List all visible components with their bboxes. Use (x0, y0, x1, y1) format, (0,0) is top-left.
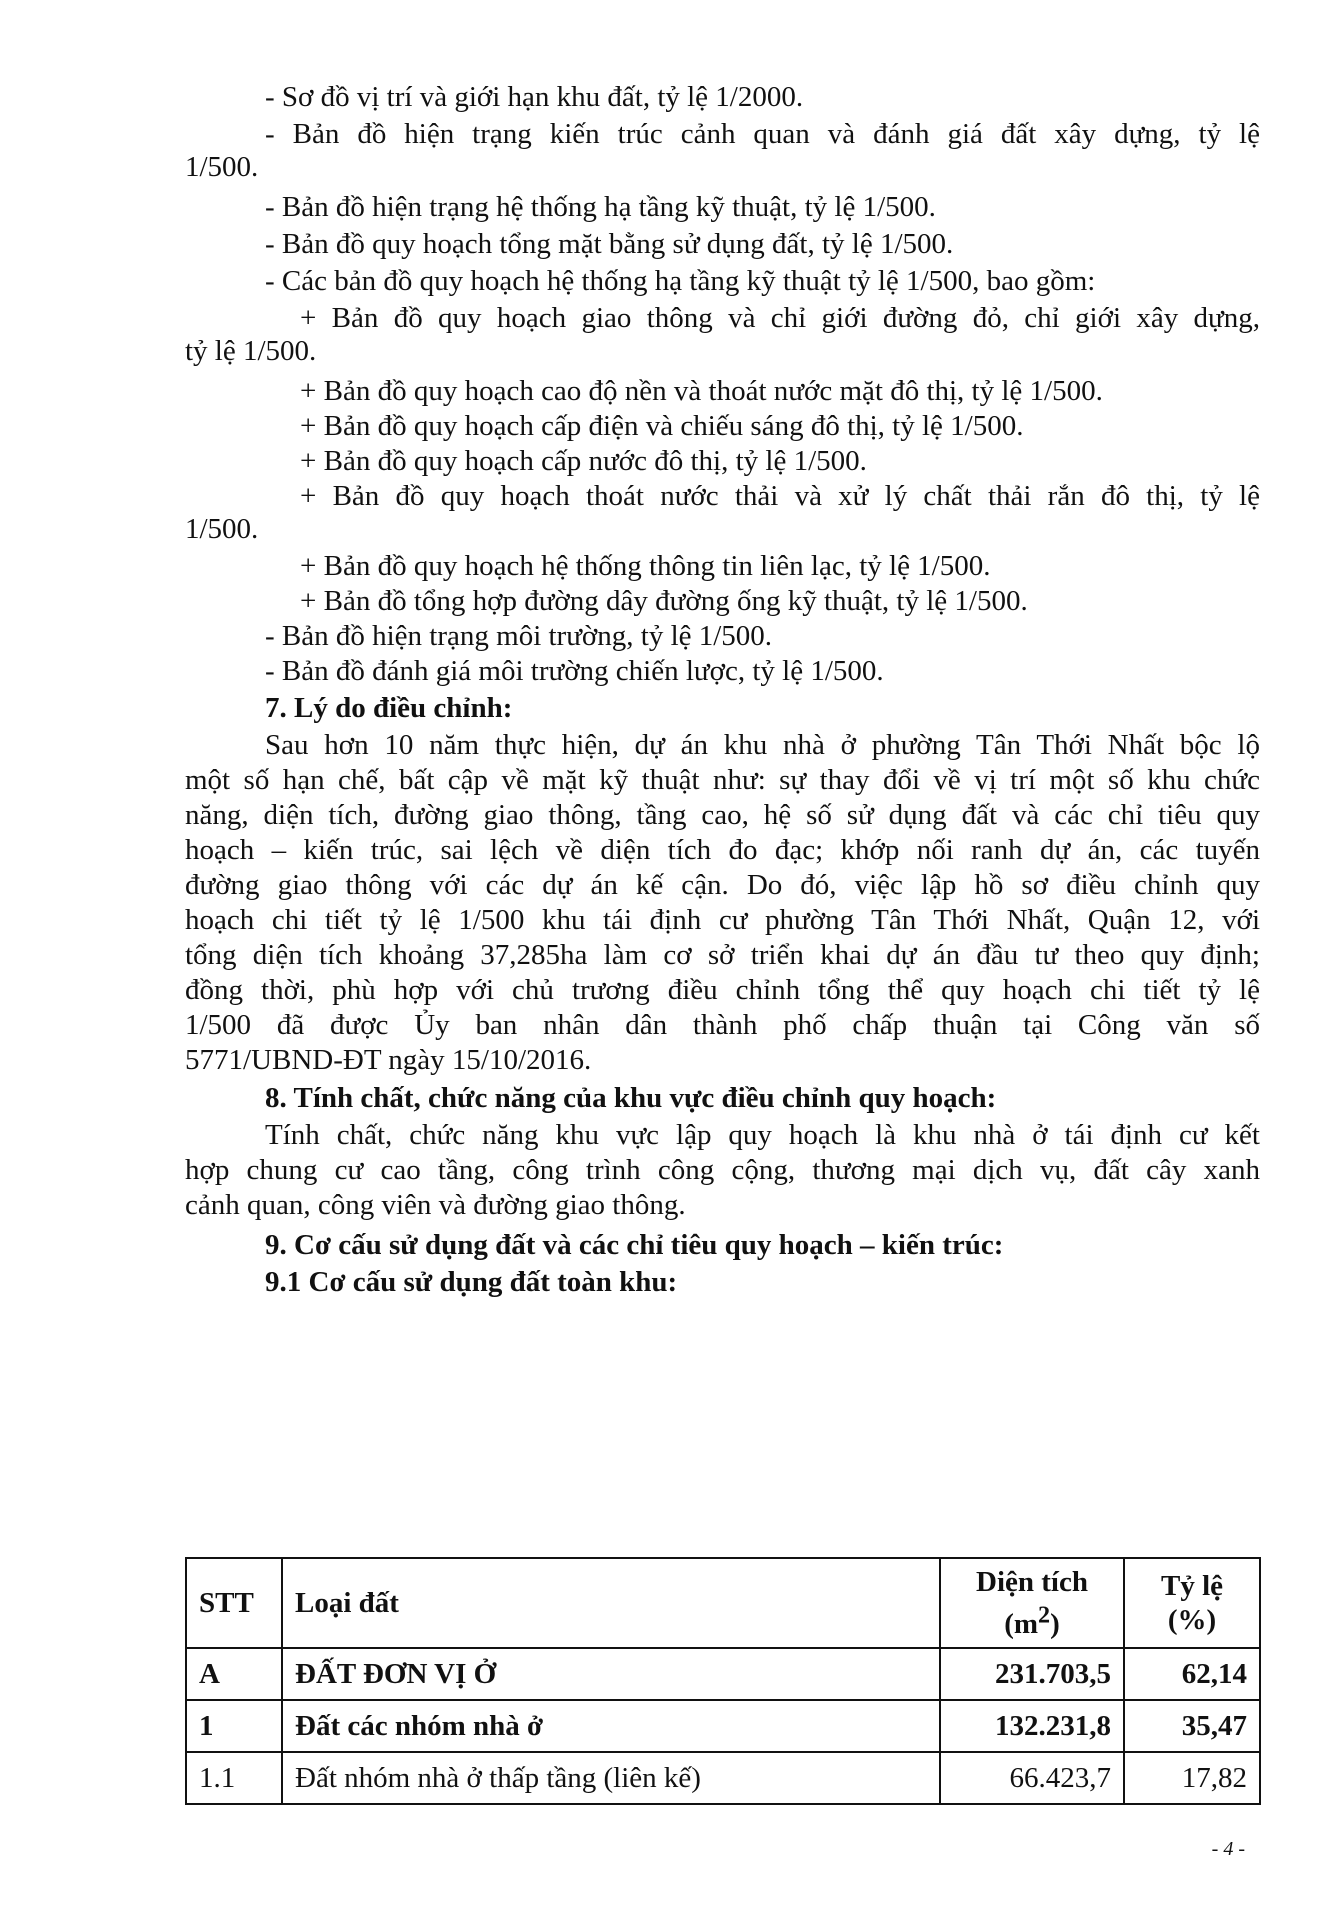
header-area-unit: $(m^2)$ (1004, 1601, 1060, 1641)
text-line: hoạch – kiến trúc, sai lệch về diện tích đo đạc; khớp nối ranh dự án, các tuyến (185, 834, 1260, 866)
text-line: - Bản đồ hiện trạng hệ thống hạ tầng kỹ thuật, tỷ lệ 1/500. (265, 191, 936, 223)
text-line: + Bản đồ quy hoạch cấp nước đô thị, tỷ lệ 1/500. (300, 445, 867, 477)
text-line: năng, diện tích, đường giao thông, tầng cao, hệ số sử dụng đất và các chỉ tiêu quy (185, 799, 1260, 831)
table-body (186, 1648, 1260, 1804)
table-row (186, 1752, 1260, 1804)
text-line: - Bản đồ đánh giá môi trường chiến lược, tỷ lệ 1/500. (265, 655, 884, 687)
cell-area: 231.703,5 (940, 1648, 1124, 1700)
text-line: + Bản đồ quy hoạch thoát nước thải và xử lý chất thải rắn đô thị, tỷ lệ (300, 480, 1260, 512)
cell-percent: 17,82 (1124, 1752, 1260, 1804)
cell-stt: 1 (186, 1700, 282, 1752)
text-line: - Bản đồ quy hoạch tổng mặt bằng sử dụng đất, tỷ lệ 1/500. (265, 228, 954, 260)
text-line: - Bản đồ hiện trạng kiến trúc cảnh quan và đánh giá đất xây dựng, tỷ lệ (265, 118, 1260, 150)
text-line: + Bản đồ tổng hợp đường dây đường ống kỹ thuật, tỷ lệ 1/500. (300, 585, 1028, 617)
text-line: - Các bản đồ quy hoạch hệ thống hạ tầng kỹ thuật tỷ lệ 1/500, bao gồm: (265, 265, 1096, 297)
text-line: Tính chất, chức năng khu vực lập quy hoạch là khu nhà ở tái định cư kết (265, 1119, 1260, 1151)
text-line: 1/500. (185, 513, 259, 545)
cell-area: 132.231,8 (940, 1700, 1124, 1752)
text-line: 1/500 đã được Ủy ban nhân dân thành phố chấp thuận tại Công văn số (185, 1009, 1260, 1041)
text-line: Sau hơn 10 năm thực hiện, dự án khu nhà ở phường Tân Thới Nhất bộc lộ (265, 729, 1260, 761)
header-stt: STT (186, 1558, 282, 1648)
section-heading: 9. Cơ cấu sử dụng đất và các chỉ tiêu quy hoạch – kiến trúc: (265, 1229, 1004, 1261)
header-area (940, 1558, 1124, 1648)
text-line: 1/500. (185, 151, 259, 183)
cell-stt: A (186, 1648, 282, 1700)
text-line: + Bản đồ quy hoạch giao thông và chỉ giới đường đỏ, chỉ giới xây dựng, (300, 302, 1260, 334)
page-number: - 4 - (1211, 1838, 1245, 1860)
text-line: đồng thời, phù hợp với chủ trương điều chỉnh tổng thể quy hoạch chi tiết tỷ lệ (185, 974, 1260, 1006)
text-line: cảnh quan, công viên và đường giao thông. (185, 1189, 686, 1221)
header-land-type: Loại đất (282, 1558, 940, 1648)
header-percent-label: Tỷ lệ (1160, 1570, 1224, 1602)
section-heading: 8. Tính chất, chức năng của khu vực điều chỉnh quy hoạch: (265, 1082, 997, 1114)
text-line: + Bản đồ quy hoạch cấp điện và chiếu sáng đô thị, tỷ lệ 1/500. (300, 410, 1024, 442)
text-line: - Sơ đồ vị trí và giới hạn khu đất, tỷ lệ 1/2000. (265, 81, 804, 113)
text-line: đường giao thông với các dự án kế cận. Do đó, việc lập hồ sơ điều chỉnh quy (185, 869, 1260, 901)
cell-land-type: ĐẤT ĐƠN VỊ Ở (282, 1648, 940, 1700)
land-use-table (185, 1557, 1261, 1805)
text-line: tỷ lệ 1/500. (185, 335, 317, 367)
text-line: + Bản đồ quy hoạch hệ thống thông tin liên lạc, tỷ lệ 1/500. (300, 550, 991, 582)
cell-area: 66.423,7 (940, 1752, 1124, 1804)
header-area-label: Diện tích (976, 1565, 1088, 1598)
text-line: một số hạn chế, bất cập về mặt kỹ thuật như: sự thay đổi về vị trí một số khu chức (185, 764, 1260, 796)
text-line: 5771/UBND-ĐT ngày 15/10/2016. (185, 1044, 592, 1076)
text-line: - Bản đồ hiện trạng môi trường, tỷ lệ 1/500. (265, 620, 773, 652)
table-row (186, 1648, 1260, 1700)
cell-land-type: Đất nhóm nhà ở thấp tầng (liên kế) (282, 1752, 940, 1804)
table-header-row (186, 1558, 1260, 1648)
text-line: tổng diện tích khoảng 37,285ha làm cơ sở triển khai dự án đầu tư theo quy định; (185, 939, 1260, 971)
cell-percent: 62,14 (1124, 1648, 1260, 1700)
cell-land-type: Đất các nhóm nhà ở (282, 1700, 940, 1752)
header-percent (1124, 1558, 1260, 1648)
text-line: + Bản đồ quy hoạch cao độ nền và thoát nước mặt đô thị, tỷ lệ 1/500. (300, 375, 1103, 407)
table-row (186, 1700, 1260, 1752)
text-line: hoạch chi tiết tỷ lệ 1/500 khu tái định cư phường Tân Thới Nhất, Quận 12, với (185, 904, 1260, 936)
text-line: hợp chung cư cao tầng, công trình công cộng, thương mại dịch vụ, đất cây xanh (185, 1154, 1260, 1186)
cell-stt: 1.1 (186, 1752, 282, 1804)
cell-percent: 35,47 (1124, 1700, 1260, 1752)
header-percent-unit: (%) (1167, 1604, 1217, 1636)
section-heading: 7. Lý do điều chỉnh: (265, 692, 513, 724)
section-heading: 9.1 Cơ cấu sử dụng đất toàn khu: (265, 1266, 678, 1298)
